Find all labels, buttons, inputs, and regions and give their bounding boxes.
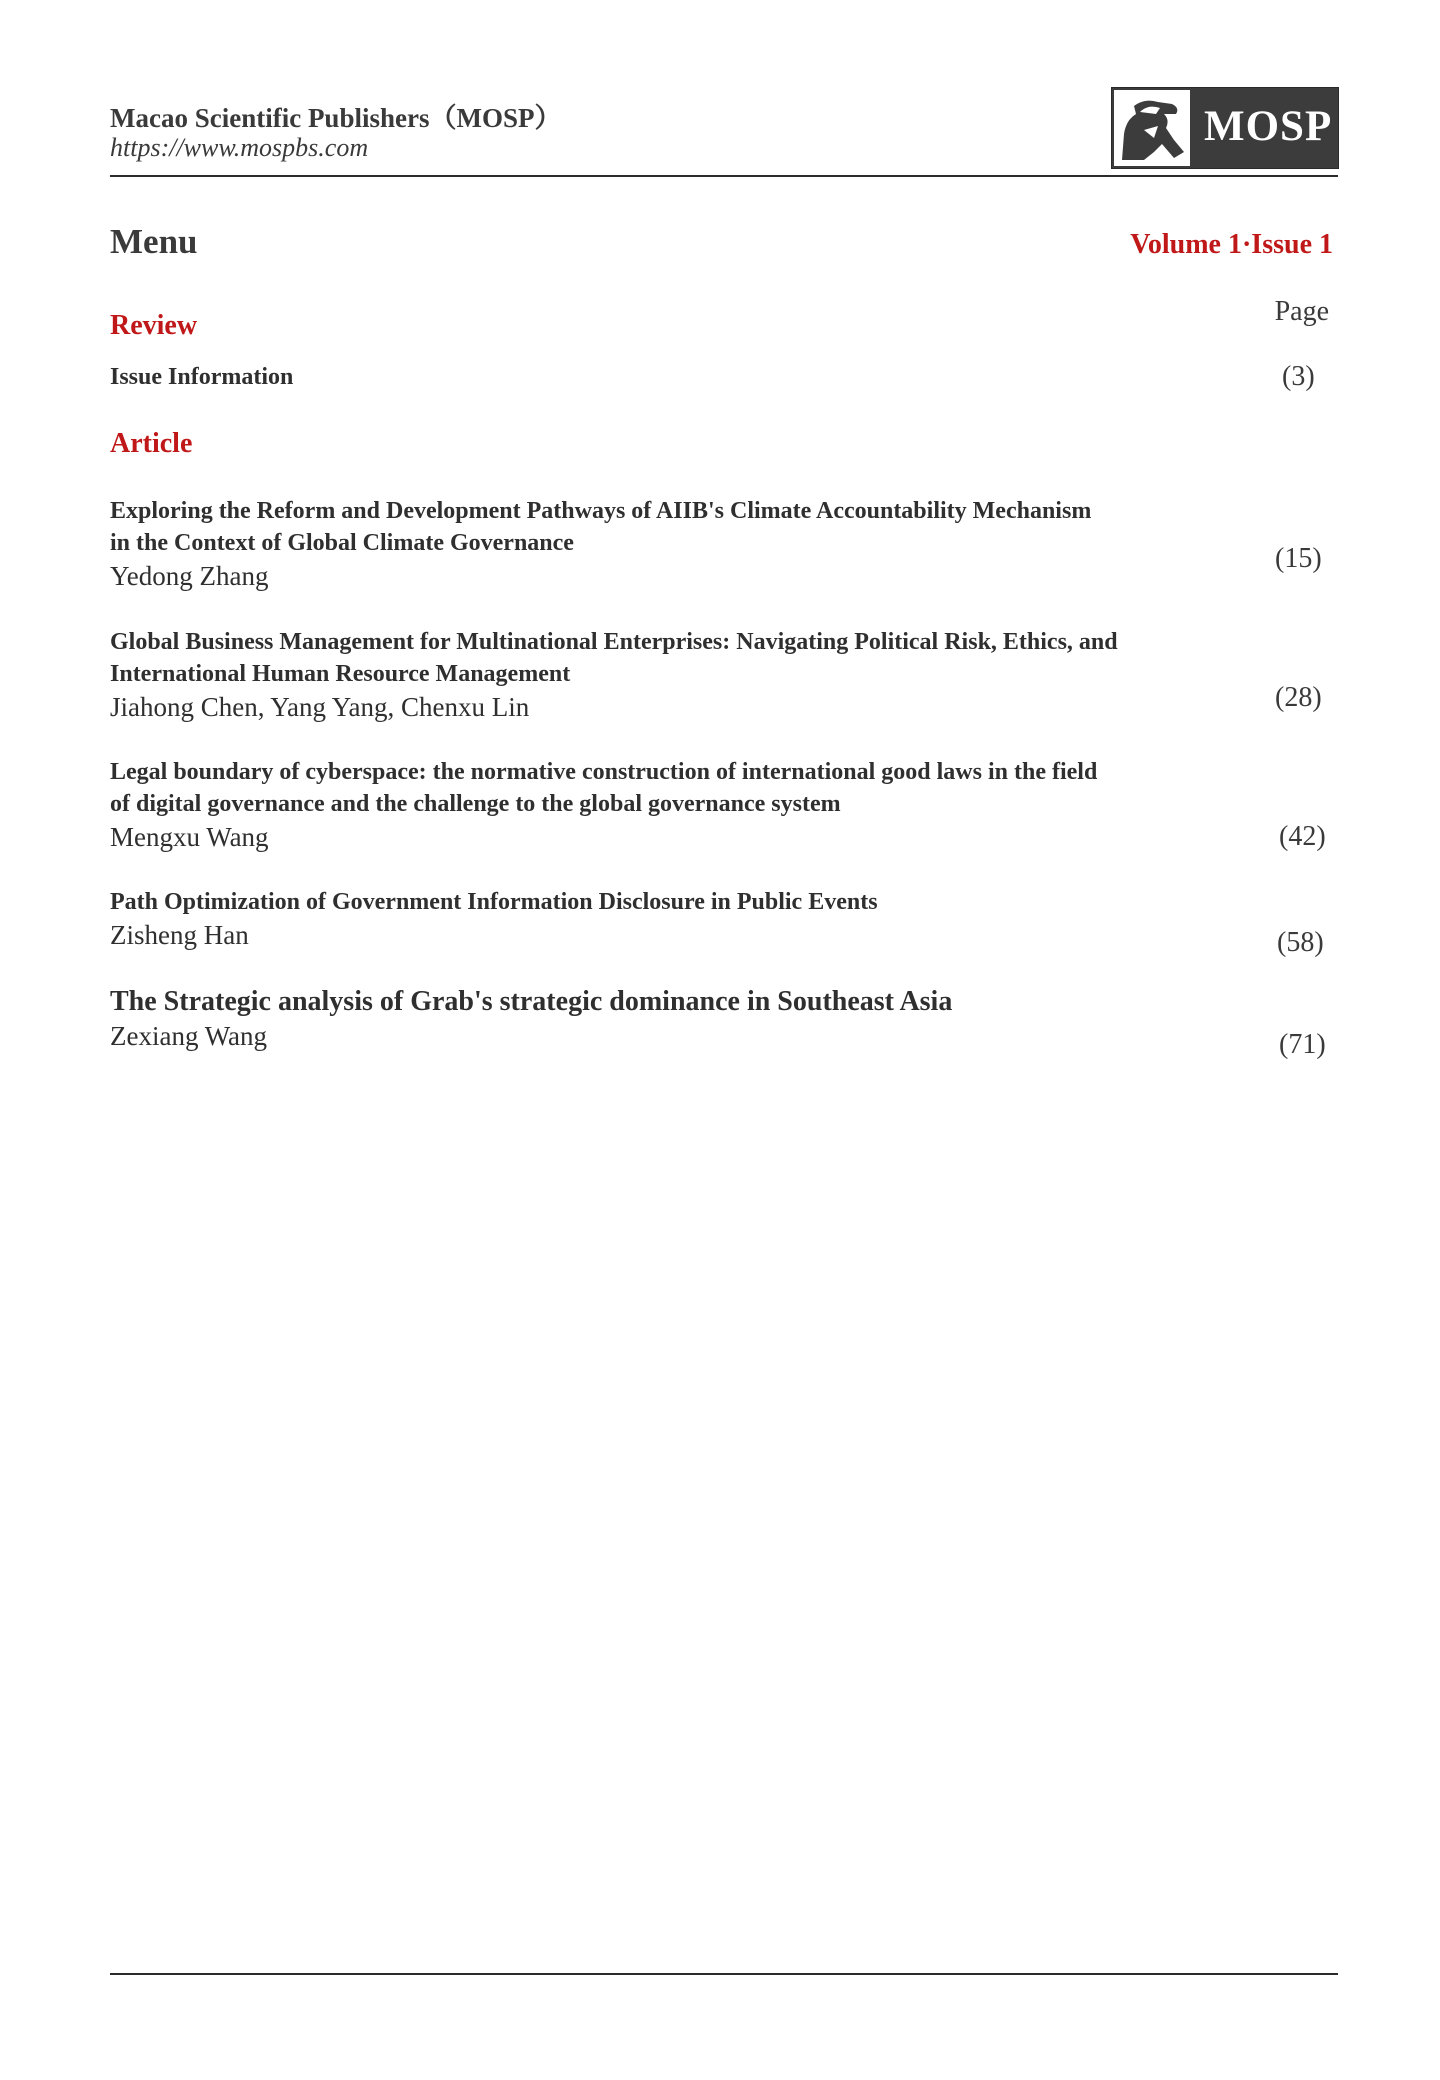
entry-authors: Mengxu Wang (110, 822, 269, 852)
footer-rule (110, 1973, 1338, 1975)
logo-text: MOSP (1204, 103, 1333, 150)
entry-authors: Yedong Zhang (110, 561, 269, 591)
volume-label: Volume 1·Issue 1 (1130, 229, 1333, 260)
entry-authors: Jiahong Chen, Yang Yang, Chenxu Lin (110, 692, 530, 722)
entry-title-line: Exploring the Reform and Development Pathways of AIIB's Climate Accountability Mechanism (110, 498, 1092, 524)
publisher-url[interactable]: https://www.mospbs.com (110, 133, 369, 162)
page-number: (15) (1275, 543, 1322, 574)
mosp-logo (1111, 87, 1339, 169)
page-number: (71) (1279, 1029, 1326, 1060)
section-heading-article: Article (110, 428, 193, 459)
entry-title-line: in the Context of Global Climate Governance (110, 530, 574, 556)
toc-entry[interactable] (110, 495, 1250, 593)
entry-authors: Zexiang Wang (110, 1021, 268, 1051)
toc-entry[interactable] (110, 626, 1250, 724)
publisher-name: Macao Scientific Publishers（MOSP） (110, 103, 562, 133)
entry-title-line: Legal boundary of cyberspace: the normative construction of international good laws in the field (110, 759, 1098, 785)
entry-title-line: International Human Resource Management (110, 661, 571, 687)
page-number: (3) (1282, 361, 1315, 392)
menu-title: Menu (110, 222, 198, 261)
page-number: (42) (1279, 821, 1326, 852)
toc-entry[interactable] (110, 756, 1250, 854)
entry-authors: Zisheng Han (110, 920, 249, 950)
toc-entry-issue-information[interactable] (110, 361, 1250, 393)
entry-title-line: The Strategic analysis of Grab's strategic dominance in Southeast Asia (110, 986, 953, 1017)
toc-entry[interactable] (110, 985, 1250, 1053)
page-number: (28) (1275, 682, 1322, 713)
toc-entry[interactable] (110, 886, 1250, 952)
entry-title-line: of digital governance and the challenge to the global governance system (110, 791, 841, 817)
section-heading-review: Review (110, 310, 198, 341)
header-rule (110, 175, 1338, 177)
page-number: (58) (1277, 927, 1324, 958)
mosp-logo-icon (1114, 90, 1190, 166)
entry-title: Issue Information (110, 364, 294, 390)
page-column-header: Page (1274, 296, 1329, 327)
entry-title-line: Path Optimization of Government Information Disclosure in Public Events (110, 889, 878, 915)
entry-title-line: Global Business Management for Multinational Enterprises: Navigating Political Risk, Ethics, and (110, 629, 1118, 655)
